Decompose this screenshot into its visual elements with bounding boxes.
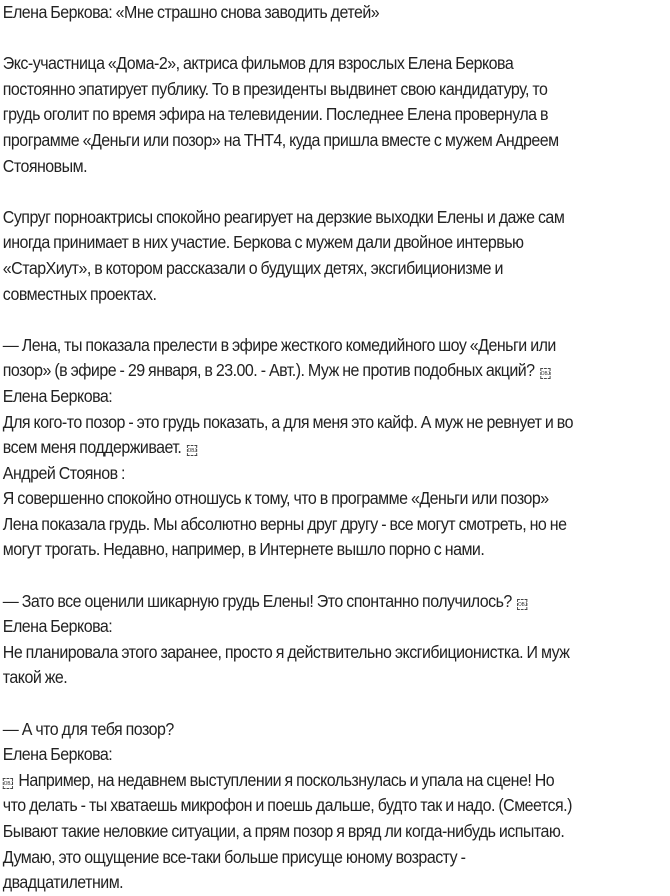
answer-line: Я совершенно спокойно отношусь к тому, что в программе «Деньги или позор» bbox=[2, 488, 549, 509]
question-line bbox=[3, 589, 670, 615]
answer-line: такой же. bbox=[2, 667, 68, 688]
speaker-label: Елена Беркова: bbox=[2, 744, 113, 765]
question-line: — Лена, ты показала прелести в эфире жесткого комедийного шоу «Деньги или bbox=[2, 334, 556, 355]
speaker-label: Елена Беркова: bbox=[2, 385, 113, 406]
spacer bbox=[3, 307, 670, 333]
answer-line: Бывают такие неловкие ситуации, а прям позор я вряд ли когда-нибудь испытаю. bbox=[2, 821, 565, 841]
paragraph-line: «СтарХиут», в котором рассказали о будущих детях, эксгибиционизме и bbox=[2, 257, 503, 278]
article-title: Елена Беркова: «Мне страшно снова заводить детей» bbox=[2, 2, 380, 22]
object-placeholder-icon: OBJ bbox=[517, 599, 527, 610]
answer-text: всем меня поддерживает. bbox=[2, 437, 182, 458]
answer-line: Не планировала этого заранее, просто я действительно эксгибиционистка. И муж bbox=[2, 641, 570, 662]
answer-line: Лена показала грудь. Мы абсолютно верны друг другу - все могут смотреть, но не bbox=[2, 513, 567, 534]
answer-line: что делать - ты хватаешь микрофон и поешь дальше, будто так и надо. (Смеется.) bbox=[2, 795, 572, 816]
spacer bbox=[3, 691, 670, 717]
question-line: — А что для тебя позор? bbox=[2, 718, 174, 739]
answer-text: Например, на недавнем выступлении я поскользнулась и упала на сцене! Но bbox=[18, 769, 555, 790]
question-line bbox=[3, 358, 670, 384]
spacer bbox=[3, 563, 670, 589]
answer-line: двадцатилетним. bbox=[2, 872, 124, 893]
answer-line: Для кого-то позор - это грудь показать, а для меня это кайф. А муж не ревнует и во bbox=[2, 411, 573, 432]
paragraph-line: Супруг порноактрисы спокойно реагирует на дерзкие выходки Елены и даже сам bbox=[2, 206, 565, 227]
answer-line: могут трогать. Недавно, например, в Интернете вышло порно с нами. bbox=[2, 539, 485, 560]
question-text: позор» (в эфире - 29 января, в 23.00. - Авт.). Муж не против подобных акций? bbox=[2, 360, 535, 381]
answer-line: Думаю, это ощущение все-таки больше присуще юному возрасту - bbox=[2, 846, 466, 867]
question-text: — Зато все оценили шикарную грудь Елены! Это спонтанно получилось? bbox=[2, 590, 512, 611]
answer-line bbox=[3, 768, 670, 794]
paragraph-line: иногда принимает в них участие. Беркова с мужем дали двойное интервью bbox=[2, 232, 524, 253]
spacer bbox=[3, 179, 670, 205]
intro-line: грудь оголит по время эфира на телевидении. Последнее Елена провернула в bbox=[2, 104, 549, 125]
intro-line: постоянно эпатирует публику. То в президенты выдвинет свою кандидатуру, то bbox=[2, 78, 548, 99]
paragraph-line: совместных проектах. bbox=[2, 283, 157, 304]
speaker-label: Андрей Стоянов : bbox=[2, 462, 125, 483]
object-placeholder-icon: OBJ bbox=[3, 778, 13, 789]
object-placeholder-icon: OBJ bbox=[540, 368, 550, 379]
intro-line: Стояновым. bbox=[2, 155, 88, 176]
intro-line: программе «Деньги или позор» на ТНТ4, куда пришла вместе с мужем Андреем bbox=[2, 129, 559, 150]
spacer bbox=[3, 26, 670, 52]
answer-line bbox=[3, 435, 670, 461]
intro-line: Экс-участница «Дома-2», актриса фильмов для взрослых Елена Беркова bbox=[2, 53, 514, 74]
object-placeholder-icon: OBJ bbox=[187, 445, 197, 456]
speaker-label: Елена Беркова: bbox=[2, 616, 113, 637]
